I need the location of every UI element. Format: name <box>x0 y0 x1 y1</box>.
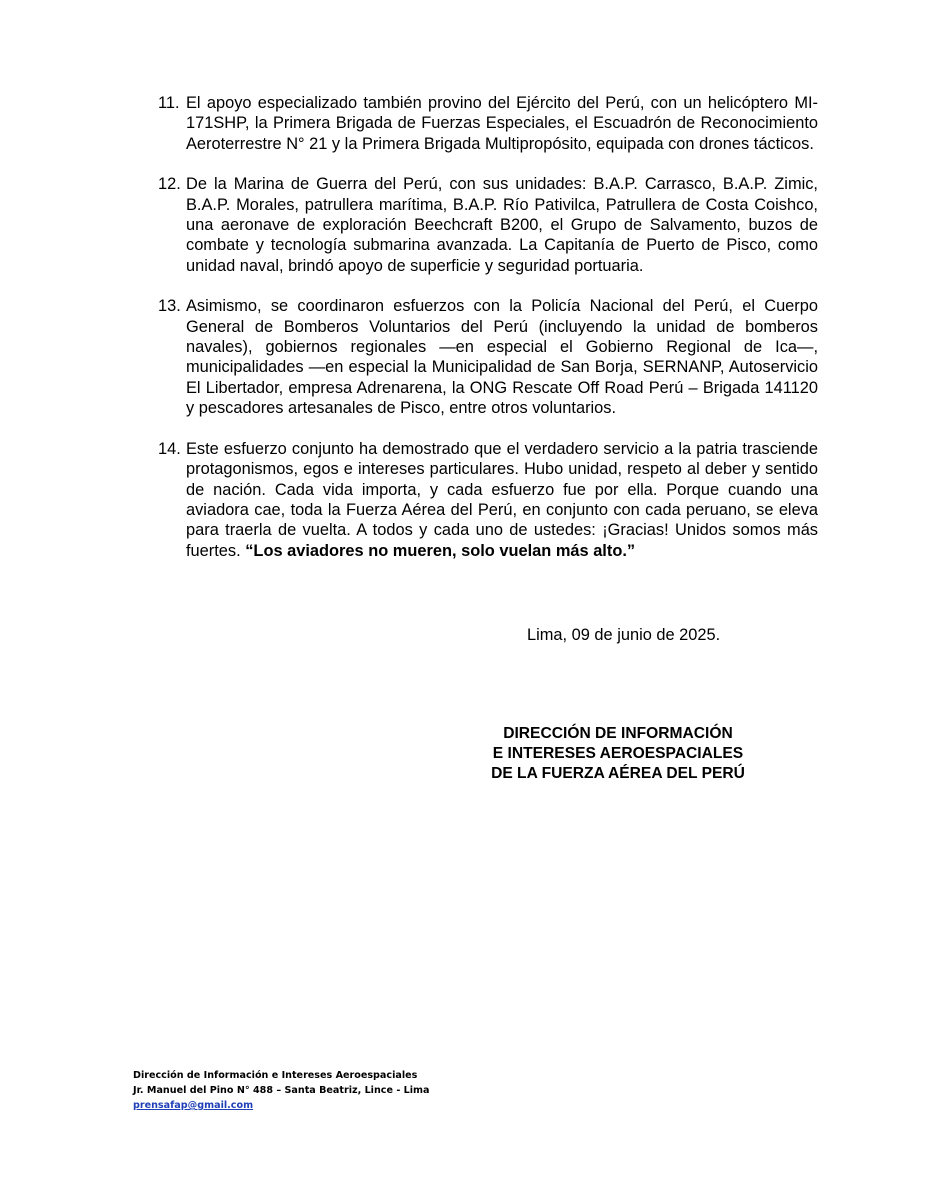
list-item-14 <box>158 439 818 561</box>
list-item-number: 13. <box>158 297 181 316</box>
signature-line-3: DE LA FUERZA AÉREA DEL PERÚ <box>491 765 745 782</box>
list-item-text: Asimismo, se coordinaron esfuerzos con la Policía Nacional del Perú, el Cuerpo General de Bomberos Voluntarios del Perú (incluyendo la unidad de bomberos navales), gobiernos regionales —en especial el Gobierno Regional de Ica—, municipalidades —en especial la Municipalidad de San Borja, SERNANP, Autoservicio El Libertador, empresa Adrenarena, la ONG Rescate Off Road Perú – Brigada 141120 y pescadores artesanales de Pisco, entre otros voluntarios. <box>186 297 818 418</box>
numbered-list <box>158 93 818 581</box>
list-item-text: Este esfuerzo conjunto ha demostrado que el verdadero servicio a la patria trasciende protagonismos, egos e intereses particulares. Hubo unidad, respeto al deber y sentido de nación. Cada vida importa, y cada esfuerzo fue por ella. Porque cuando una aviadora cae, toda la Fuerza Aérea del Perú, en conjunto con cada peruano, se eleva para traerla de vuelta. A todos y cada uno de ustedes: ¡Gracias! Unidos somos más fuertes. <box>186 439 818 560</box>
footer <box>133 1068 430 1113</box>
list-item-12 <box>158 174 818 276</box>
closing-quote: “Los aviadores no mueren, solo vuelan más alto.” <box>245 541 636 560</box>
list-item-number: 14. <box>158 439 181 458</box>
list-item-text: De la Marina de Guerra del Perú, con sus unidades: B.A.P. Carrasco, B.A.P. Zimic, B.A.P. Morales, patrullera marítima, B.A.P. Río Pativilca, Patrullera de Costa Coishco, una aeronave de exploración Beechcraft B200, el Grupo de Salvamento, buzos de combate y tecnología submarina avanzada. La Capitanía de Puerto de Pisco, como unidad naval, brindó apoyo de superficie y seguridad portuaria. <box>186 175 818 275</box>
list-item-text: El apoyo especializado también provino del Ejército del Perú, con un helicóptero MI-171SHP, la Primera Brigada de Fuerzas Especiales, el Escuadrón de Reconocimiento Aeroterrestre N° 21 y la Primera Brigada Multipropósito, equipada con drones tácticos. <box>186 94 818 153</box>
list-item-11 <box>158 93 818 154</box>
signature-line-2: E INTERESES AEROESPACIALES <box>492 745 744 762</box>
list-item-number: 11. <box>158 94 180 112</box>
date-line: Lima, 09 de junio de 2025. <box>527 626 721 644</box>
footer-email-link[interactable]: prensafap@gmail.com <box>133 1100 254 1111</box>
signature-line-1: DIRECCIÓN DE INFORMACIÓN <box>503 725 733 742</box>
list-item-text-container <box>186 439 818 561</box>
footer-office: Dirección de Información e Intereses Aeroespaciales <box>133 1070 418 1081</box>
signature-block <box>460 724 776 784</box>
list-item-number: 12. <box>158 175 181 194</box>
list-item-13 <box>158 296 818 418</box>
footer-address: Jr. Manuel del Pino N° 488 – Santa Beatriz, Lince - Lima <box>133 1085 430 1096</box>
